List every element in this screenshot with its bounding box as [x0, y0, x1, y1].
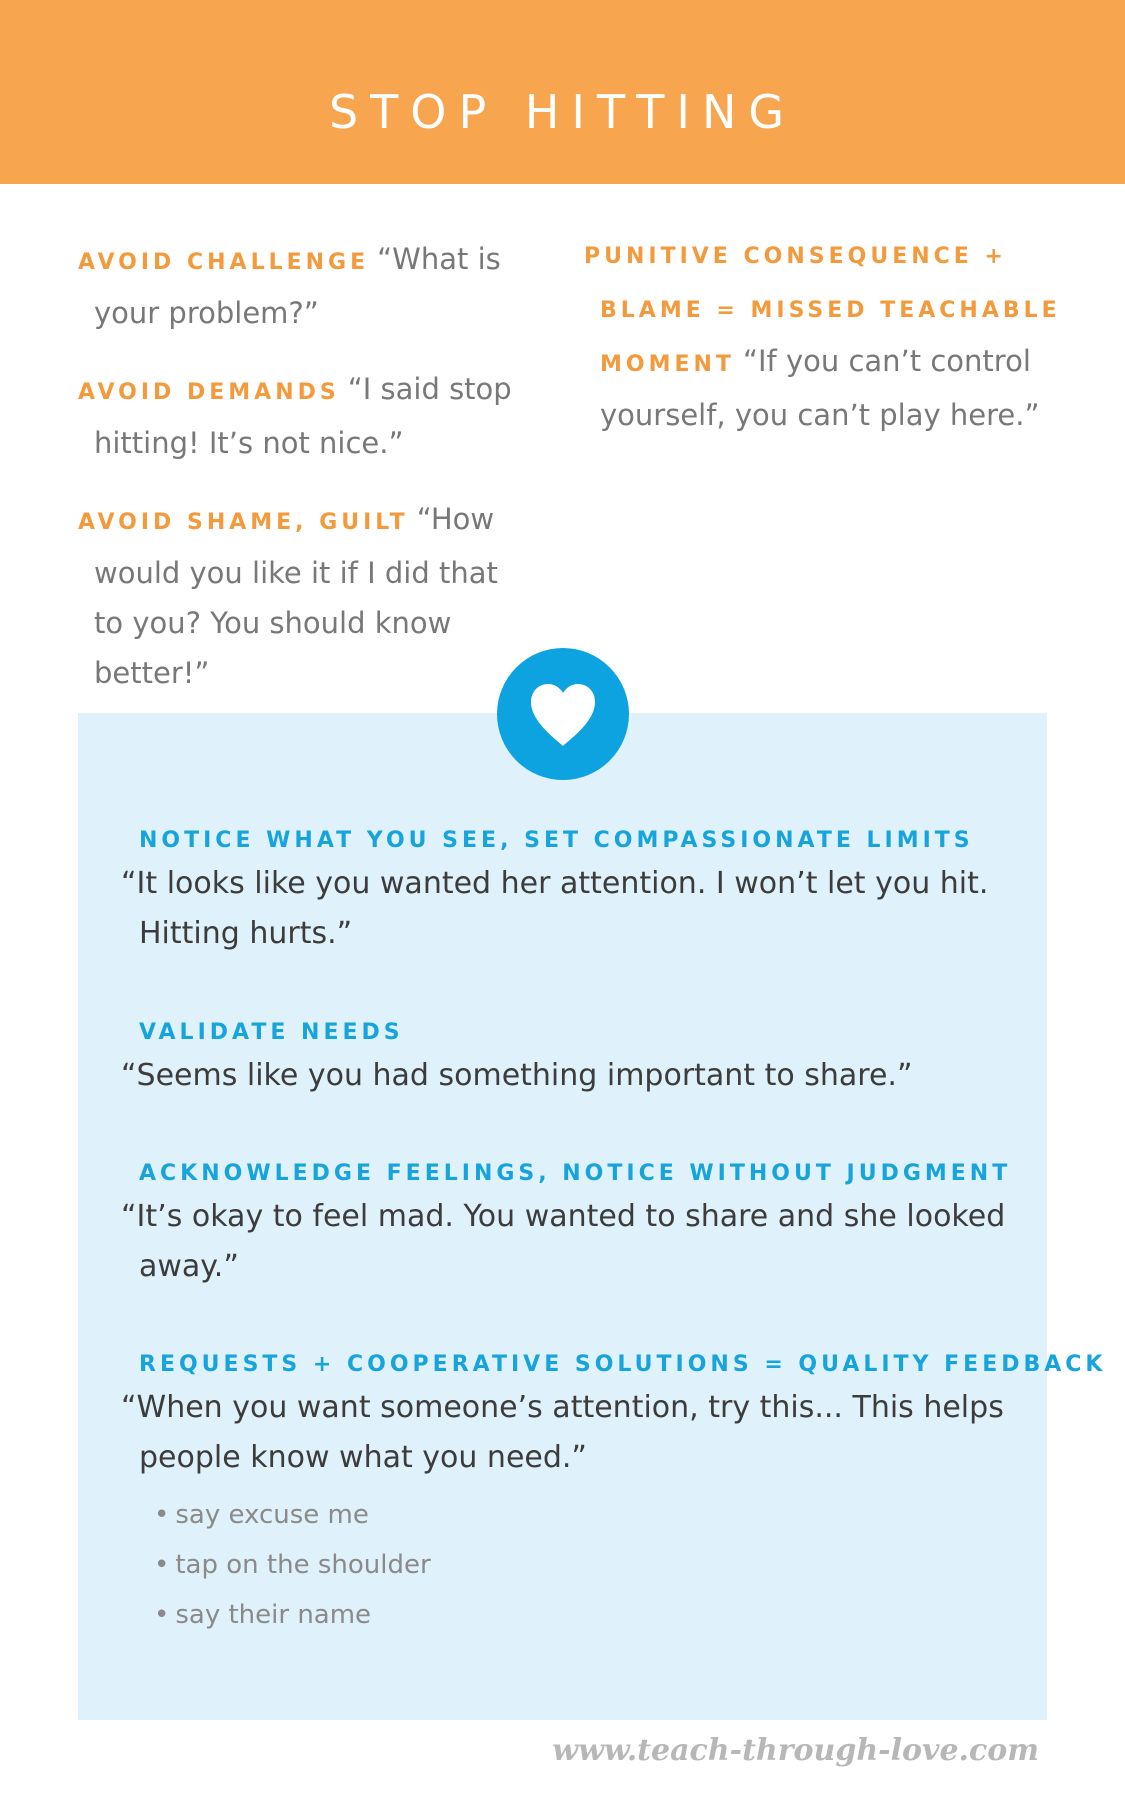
- avoid-item: [584, 228, 1075, 440]
- tip-item: [118, 1352, 1107, 1483]
- tip-item: [118, 1020, 1018, 1101]
- header-banner: [0, 0, 1125, 184]
- tip-item: [118, 828, 1018, 959]
- avoid-quote: “How would you like it if I did that to you? You should know better!”: [94, 502, 498, 690]
- tip-label: VALIDATE NEEDS: [139, 1020, 404, 1045]
- page-title: STOP HITTING: [328, 85, 797, 139]
- tip-quote: “It’s okay to feel mad. You wanted to share and she looked away.”: [121, 1199, 1006, 1284]
- tip-label: NOTICE WHAT YOU SEE, SET COMPASSIONATE LIMITS: [139, 828, 974, 853]
- tip-item: [118, 1161, 1018, 1292]
- avoid-label: AVOID SHAME, GUILT: [78, 510, 409, 535]
- heart-icon: [527, 682, 599, 748]
- avoid-item: [78, 494, 534, 698]
- suggestion-list: [154, 1490, 431, 1640]
- list-item: • say excuse me: [154, 1490, 431, 1540]
- avoid-label: AVOID DEMANDS: [78, 380, 340, 405]
- avoid-item: [78, 234, 534, 338]
- list-item: • say their name: [154, 1590, 431, 1640]
- heart-badge: [497, 648, 629, 780]
- tip-quote: “When you want someone’s attention, try this... This helps people know what you need.”: [121, 1390, 1004, 1475]
- list-item: • tap on the shoulder: [154, 1540, 431, 1590]
- tip-label: ACKNOWLEDGE FEELINGS, NOTICE WITHOUT JUDGMENT: [139, 1161, 1012, 1186]
- tip-label: REQUESTS + COOPERATIVE SOLUTIONS = QUALITY FEEDBACK: [139, 1352, 1107, 1377]
- avoid-label: AVOID CHALLENGE: [78, 250, 370, 275]
- avoid-quote: “If you can’t control yourself, you can’t play here.”: [600, 344, 1040, 432]
- avoid-label: PUNITIVE CONSEQUENCE + BLAME = MISSED TEACHABLE MOMENT: [584, 244, 1061, 377]
- footer-url: www.teach-through-love.com: [552, 1733, 1039, 1768]
- avoid-item: [78, 364, 534, 468]
- tip-quote: “It looks like you wanted her attention. I won’t let you hit. Hitting hurts.”: [121, 866, 989, 951]
- tip-quote: “Seems like you had something important to share.”: [121, 1058, 913, 1093]
- avoid-quote: “What is your problem?”: [94, 242, 501, 330]
- avoid-quote: “I said stop hitting! It’s not nice.”: [94, 372, 512, 460]
